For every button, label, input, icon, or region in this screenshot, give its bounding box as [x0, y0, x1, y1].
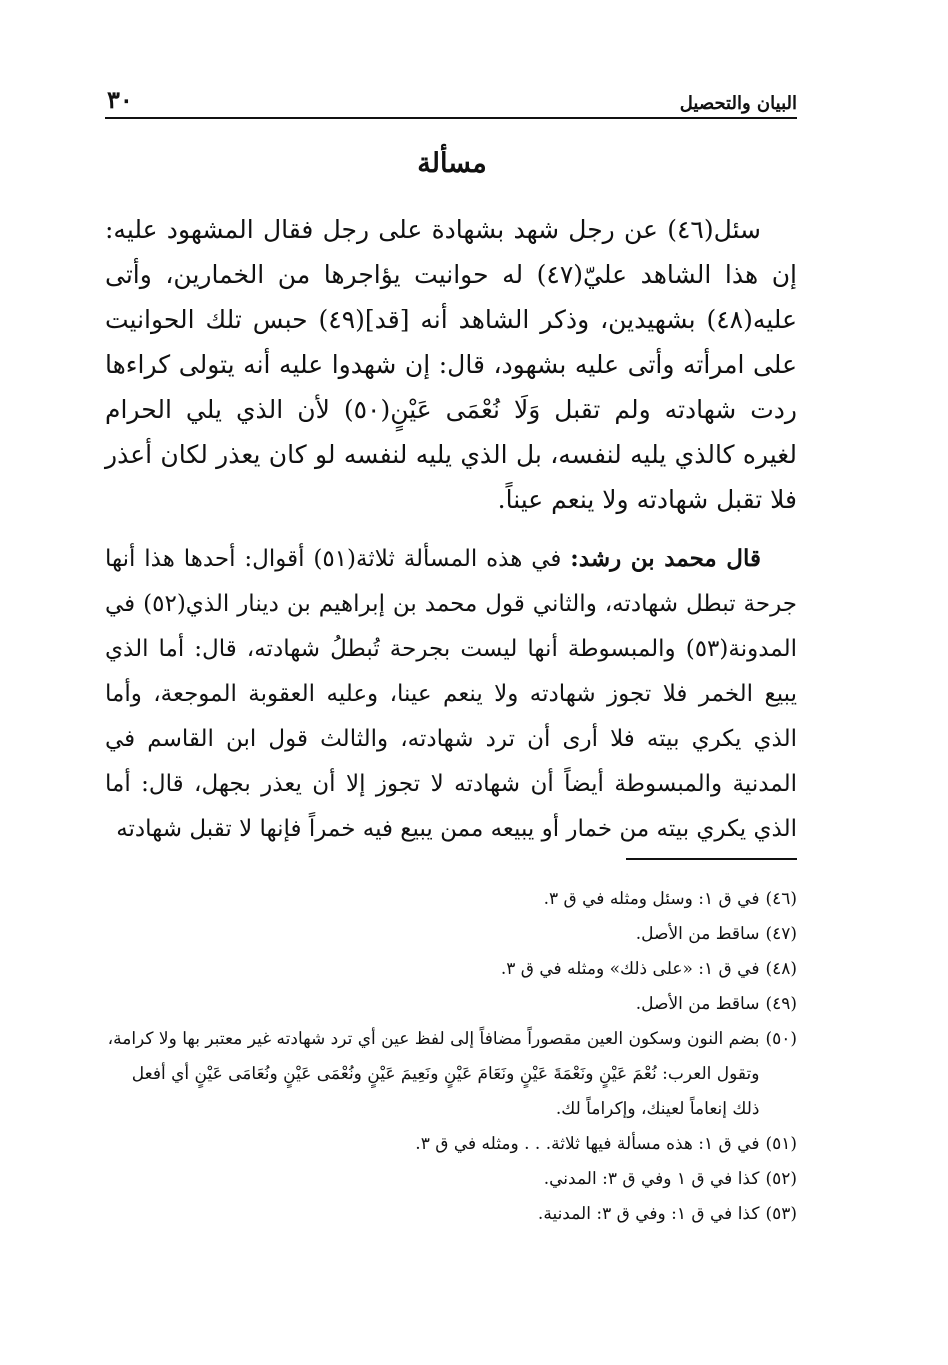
- footnote-number: (٤٨): [765, 959, 797, 979]
- main-text: [105, 207, 797, 852]
- footnote: [105, 987, 797, 1022]
- footnote: [105, 882, 797, 917]
- footnote-text: كذا في ق ١ وفي ق ٣: المدني.: [543, 1169, 760, 1189]
- section-title: مسألة: [417, 148, 487, 179]
- footnote-text: ساقط من الأصل.: [635, 994, 760, 1014]
- footnote-number: (٥٠): [765, 1029, 797, 1049]
- footnote-number: (٤٧): [765, 924, 797, 944]
- question-paragraph: سئل(٤٦) عن رجل شهد بشهادة على رجل فقال المشهود عليه: إن هذا الشاهد عليّ(٤٧) له حوانيت يؤاجرها من الخمارين، وأتى عليه(٤٨) بشهيدين، وذكر الشاهد أنه [قد](٤٩) حبس تلك الحوانيت على امرأته وأتى عليه بشهود، قال: إن شهدوا عليه أنه يتولى كراءها ردت شهادته ولم تقبل وَلَا نُعْمَى عَيْنٍ(٥٠) لأن الذي يلي الحرام لغيره كالذي يليه لنفسه، بل الذي يليه لنفسه لو كان يعذر لكان أعذر فلا تقبل شهادته ولا ينعم عيناً.: [105, 215, 798, 514]
- footnote-text: ساقط من الأصل.: [635, 924, 760, 944]
- page-number: ٣٠: [107, 85, 133, 114]
- footnote-text: في ق ١: وسئل ومثله في ق ٣.: [543, 889, 760, 909]
- footnote: [105, 952, 797, 987]
- answer-speaker: قال محمد بن رشد:: [570, 545, 762, 572]
- footnote-number: (٥٢): [765, 1169, 797, 1189]
- footnote: [105, 1022, 797, 1127]
- footnote-text: في ق ١: «على ذلك» ومثله في ق ٣.: [500, 959, 760, 979]
- footnotes: [105, 882, 797, 1232]
- footnote-number: (٥١): [765, 1134, 797, 1154]
- answer-paragraph: [105, 536, 797, 852]
- footnote-number: (٤٦): [765, 889, 797, 909]
- footnote: [105, 1127, 797, 1162]
- running-title: البيان والتحصيل: [679, 93, 797, 114]
- footnote-text: في ق ١: هذه مسألة فيها ثلاثة. . . ومثله في ق ٣.: [415, 1134, 760, 1154]
- answer-text: في هذه المسألة ثلاثة(٥١) أقوال: أحدها هذا أنها جرحة تبطل شهادته، والثاني قول محمد بن إبراهيم بن دينار الذي(٥٢) في المدونة(٥٣) والمبسوطة أنها ليست بجرحة تُبطلُ شهادته، قال: أما الذي يبيع الخمر فلا تجوز شهادته ولا ينعم عينا، وعليه العقوبة الموجعة، وأما الذي يكري بيته فلا أرى أن ترد شهادته، والثالث قول ابن القاسم في المدنية والمبسوطة أيضاً أن شهادته لا تجوز إلا أن يعذر بجهل، قال: أما الذي يكري بيته من خمار أو يبيعه ممن يبيع فيه خمراً فإنها لا تقبل شهادته: [105, 546, 797, 842]
- footnote: [105, 1162, 797, 1197]
- footnote: [105, 1197, 797, 1232]
- page-header: [107, 84, 797, 114]
- footnote: [105, 917, 797, 952]
- footnote-text: بضم النون وسكون العين مقصوراً مضافاً إلى لفظ عين أي ترد شهادته غير معتبر بها ولا كرامة، وتقول العرب: نُعْمَ عَيْنٍ ونَعْمَةَ عَيْنٍ ونَعَامَ عَيْنٍ ونَعِيمَ عَيْنٍ ونُعْمَى عَيْنٍ ونُعَامَى عَيْنٍ أي أفعل ذلك إنعاماً لعينك، وإكراماً لك.: [107, 1029, 760, 1119]
- footnote-number: (٤٩): [765, 994, 797, 1014]
- footnote-text: كذا في ق ١: وفي ق ٣: المدنية.: [537, 1204, 760, 1224]
- footnote-separator: [626, 858, 797, 860]
- header-rule: [105, 117, 797, 119]
- footnote-number: (٥٣): [765, 1204, 797, 1224]
